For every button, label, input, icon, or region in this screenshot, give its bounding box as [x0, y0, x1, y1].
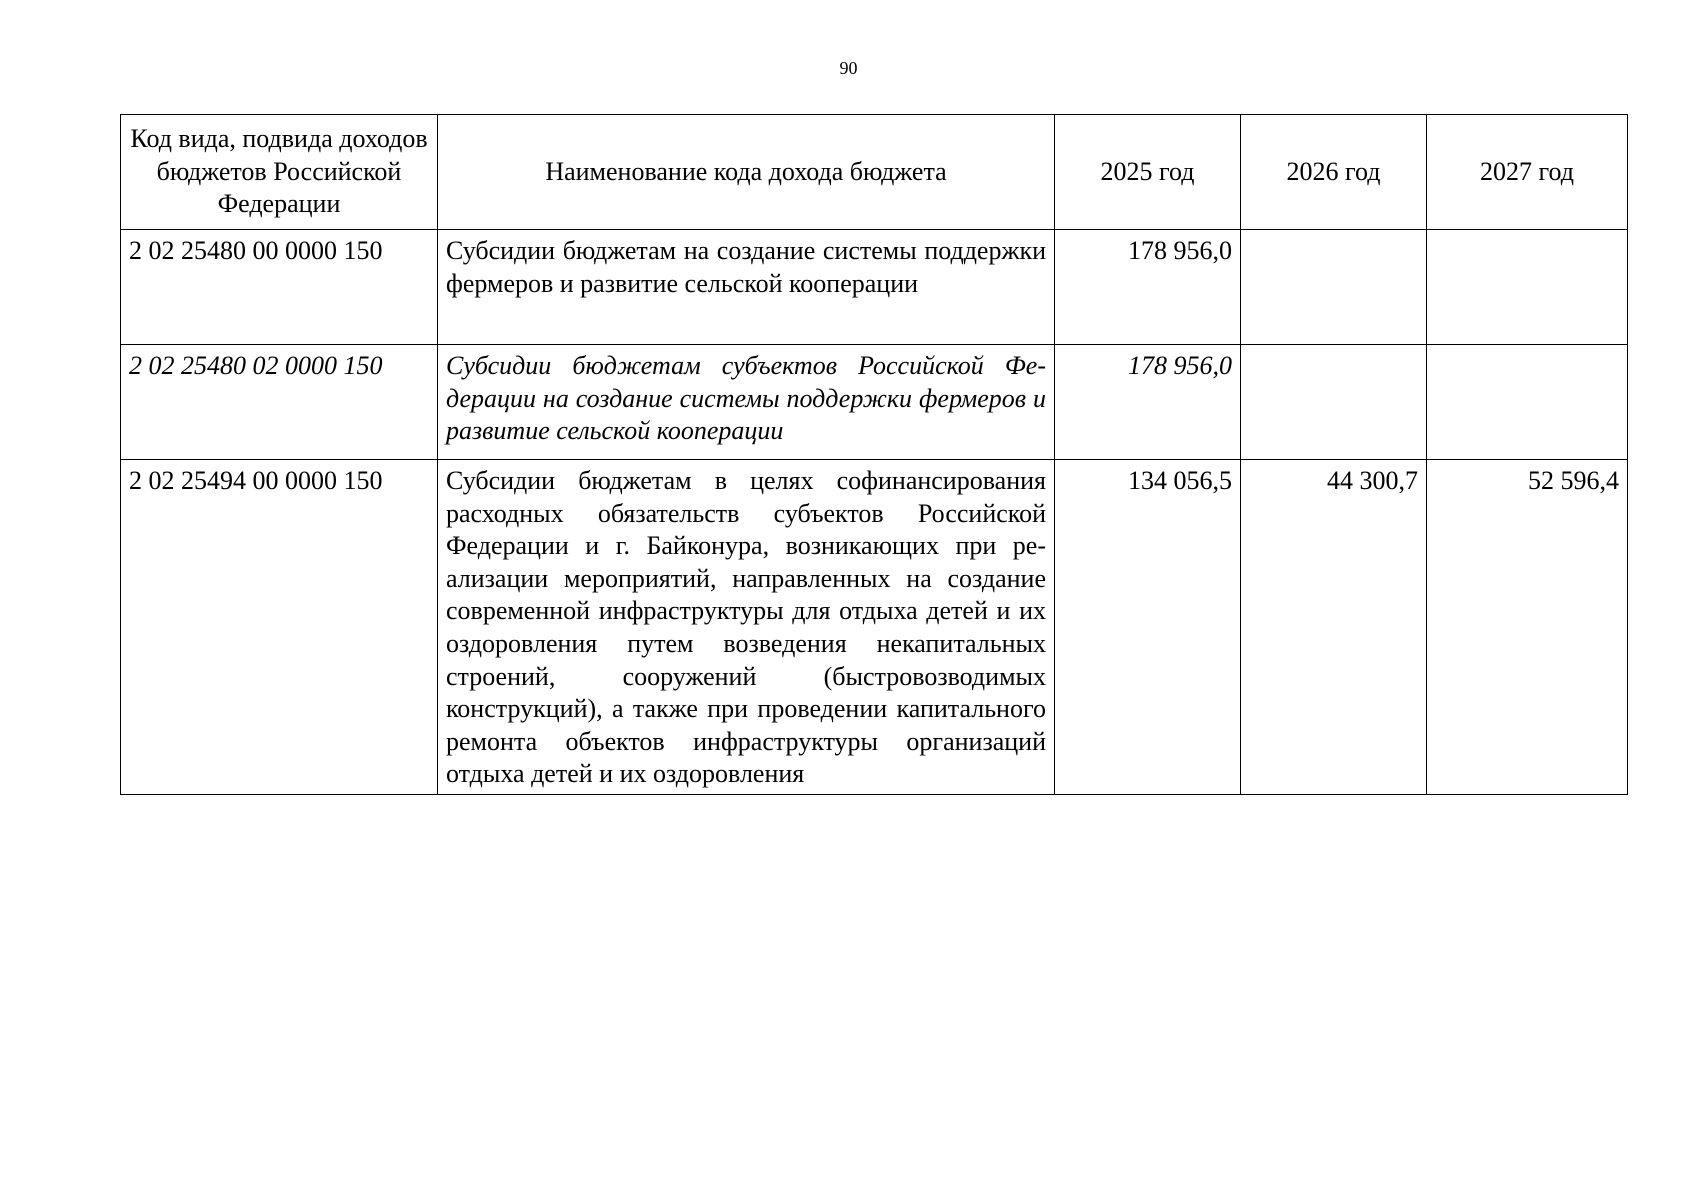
header-2025: 2025 год [1055, 115, 1241, 230]
cell-code: 2 02 25480 02 0000 150 [121, 345, 438, 460]
cell-2025: 178 956,0 [1055, 345, 1241, 460]
cell-code: 2 02 25494 00 0000 150 [121, 460, 438, 795]
cell-2025: 178 956,0 [1055, 230, 1241, 345]
cell-2026: 44 300,7 [1241, 460, 1427, 795]
cell-2026 [1241, 230, 1427, 345]
cell-2027 [1427, 345, 1628, 460]
header-name: Наименование кода дохода бюджета [438, 115, 1055, 230]
table-row [121, 230, 1628, 345]
budget-revenue-table [120, 114, 1628, 795]
page-number: 90 [839, 58, 858, 78]
header-2026: 2026 год [1241, 115, 1427, 230]
cell-2027 [1427, 230, 1628, 345]
table-row [121, 345, 1628, 460]
cell-2025: 134 056,5 [1055, 460, 1241, 795]
table-header [121, 115, 1628, 230]
cell-2027: 52 596,4 [1427, 460, 1628, 795]
header-row [121, 115, 1628, 230]
cell-name: Субсидии бюджетам в целях софинансирования расходных обязательств субъектов Российской Федерации и г. Байконура, возникающих при реализации мероприятий, направленных на создание современной инфраструктуры для отдыха детей и их оздоровления путем возведения некапитальных строений, сооружений (быстровозводимых конструкций), а также при проведении капитального ремонта объектов инфраструктуры организаций отдыха детей и их оздоровления [438, 460, 1055, 795]
table-body [121, 230, 1628, 795]
table-row [121, 460, 1628, 795]
cell-2026 [1241, 345, 1427, 460]
cell-code: 2 02 25480 00 0000 150 [121, 230, 438, 345]
cell-name: Субсидии бюджетам субъектов Российской Федерации на создание системы поддержки фермеров и развитие сельской кооперации [438, 345, 1055, 460]
header-2027: 2027 год [1427, 115, 1628, 230]
header-code: Код вида, подвида доходов бюджетов Российской Федерации [121, 115, 438, 230]
cell-name: Субсидии бюджетам на создание системы поддержки фермеров и развитие сельской кооперации [438, 230, 1055, 345]
